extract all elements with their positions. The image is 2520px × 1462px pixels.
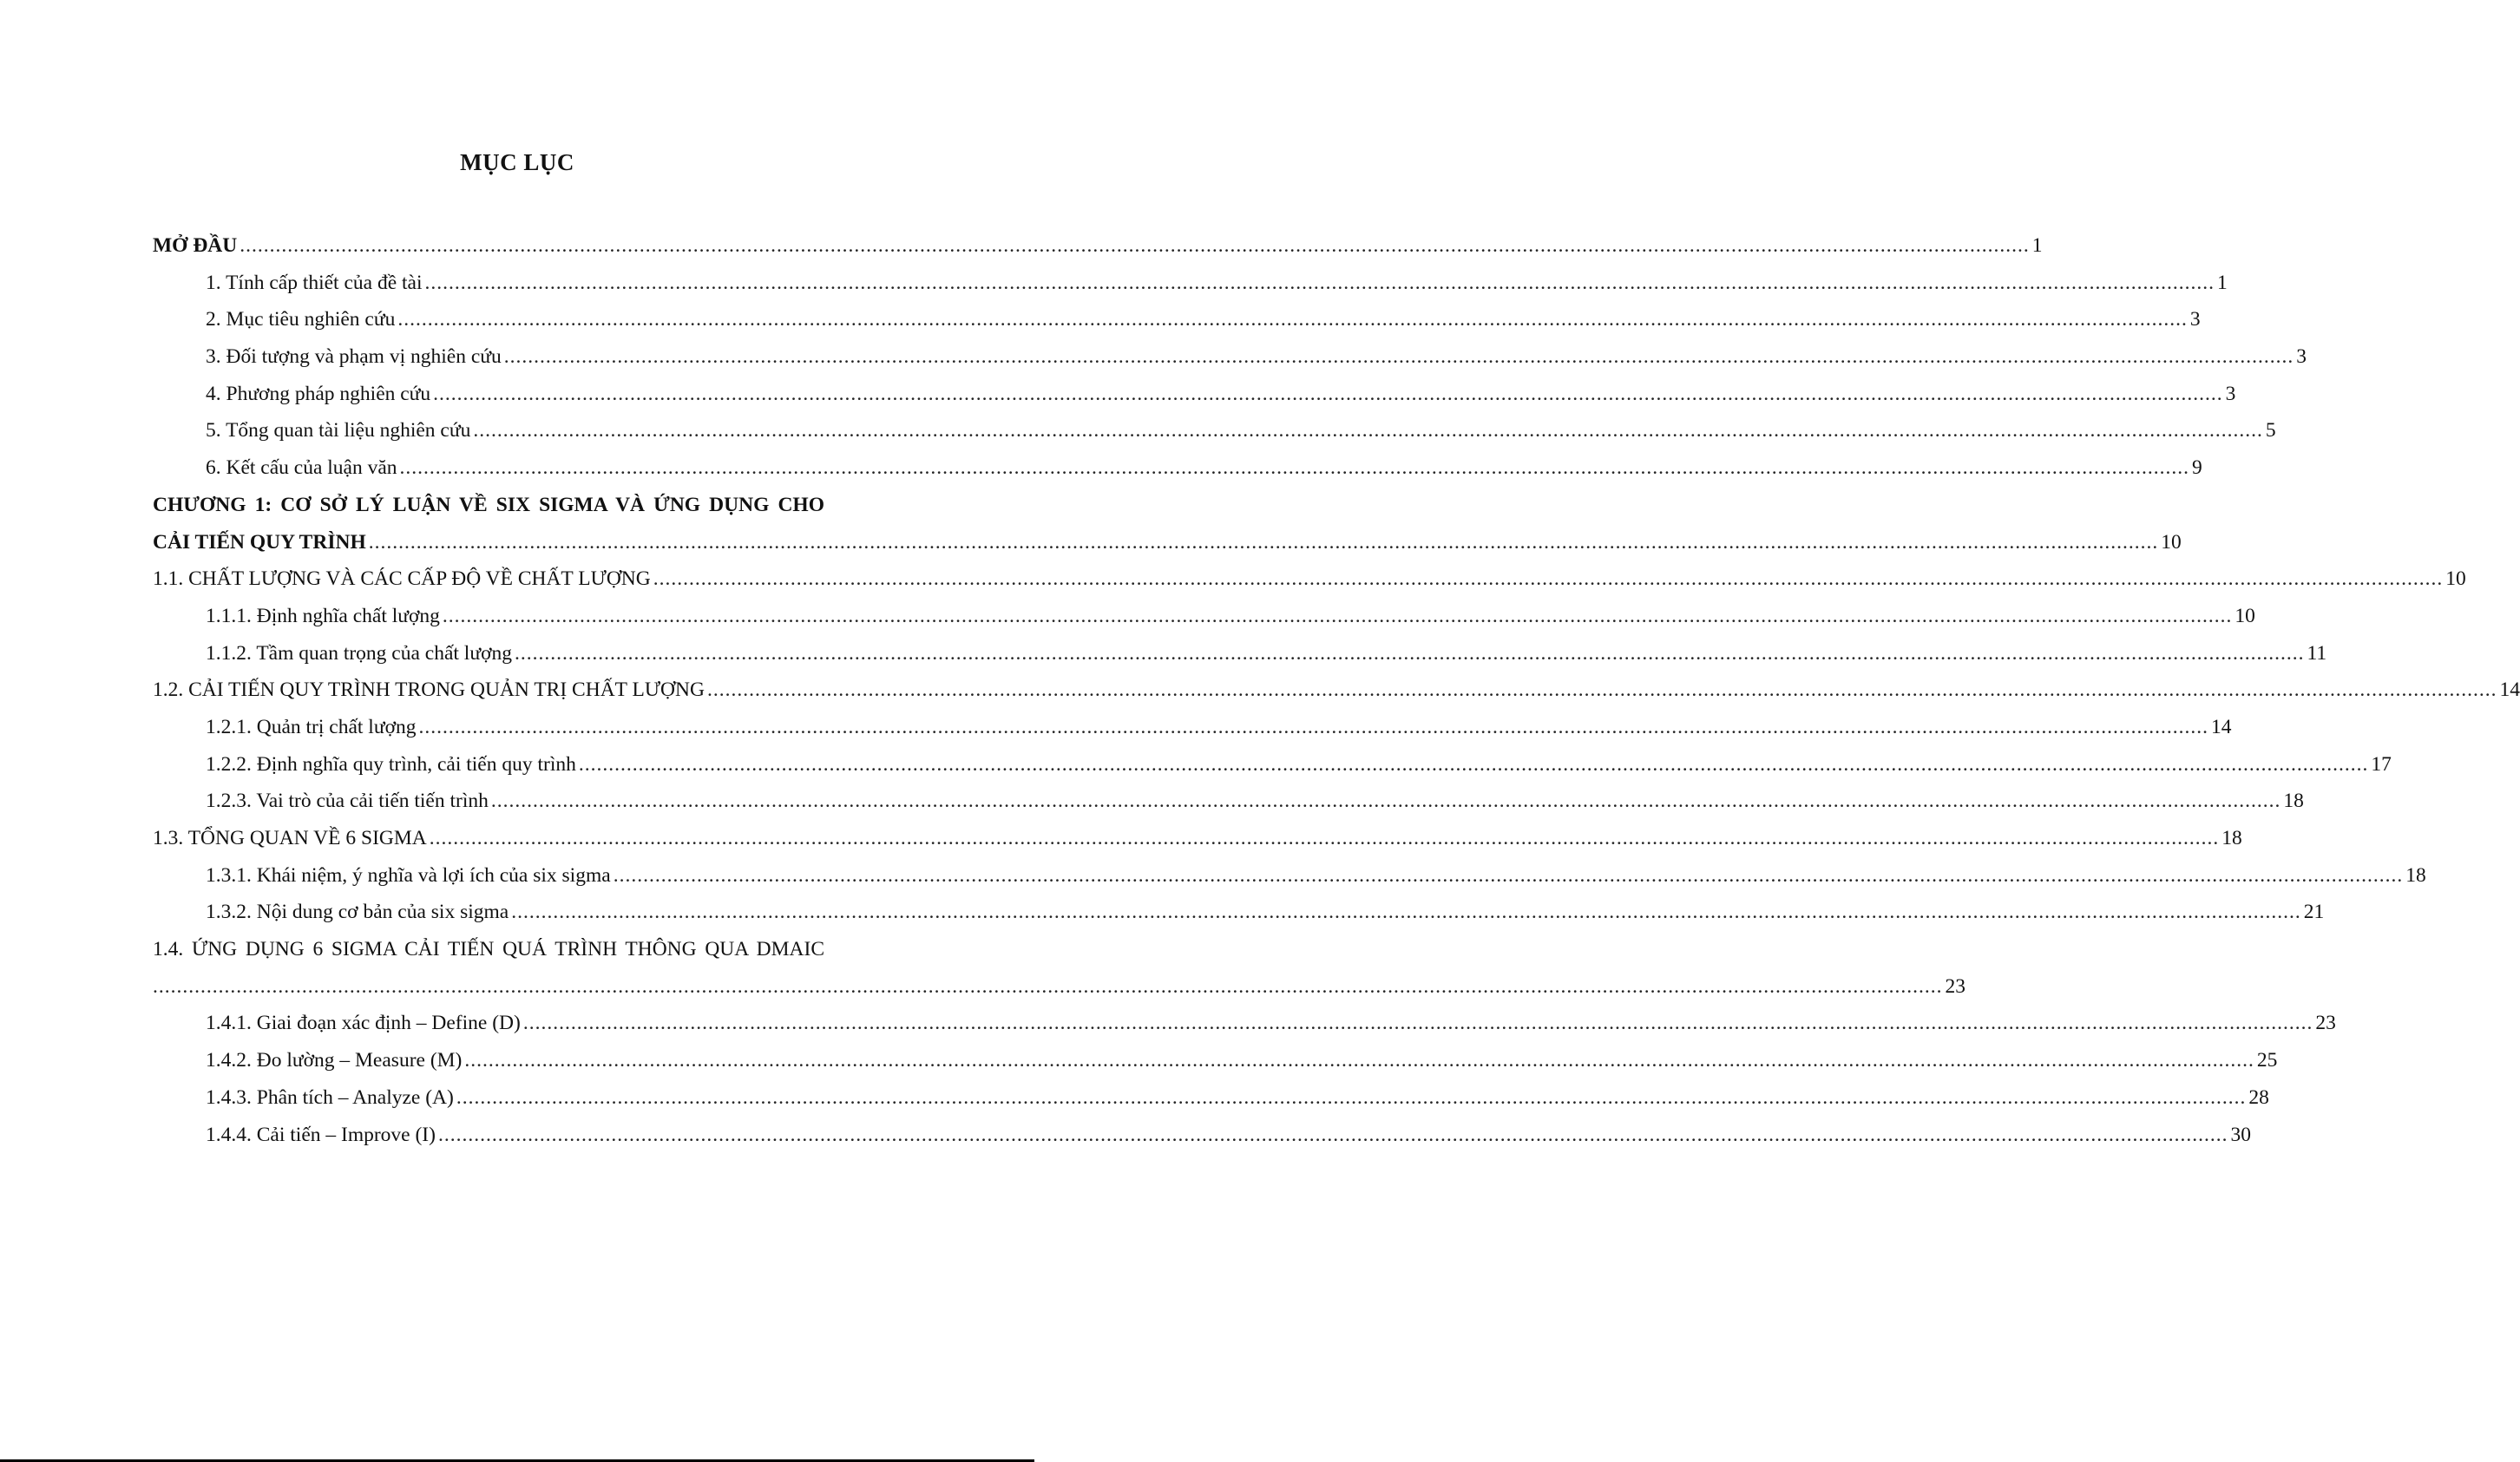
toc-label: 5. Tổng quan tài liệu nghiên cứu	[206, 419, 471, 443]
toc-label: CẢI TIẾN QUY TRÌNH	[153, 530, 366, 554]
dot-leader: ............................................................................................................................................................................................................................................................................................................	[456, 1085, 2247, 1109]
dot-leader: ............................................................................................................................................................................................................................................................................................................	[418, 715, 2208, 738]
toc-label: 1.3.2. Nội dung cơ bản của six sigma	[206, 901, 509, 924]
toc-page-number: 18	[2221, 827, 2242, 849]
toc-page-number: 28	[2248, 1085, 2269, 1109]
toc-label: 1.3. TỔNG QUAN VỀ 6 SIGMA	[153, 827, 427, 849]
toc-entry[interactable]	[153, 783, 2304, 820]
dot-leader: ............................................................................................................................................................................................................................................................................................................	[511, 901, 2301, 924]
toc-entry[interactable]	[153, 598, 2255, 635]
toc-entry[interactable]	[153, 376, 2236, 413]
dot-leader: ............................................................................................................................................................................................................................................................................................................	[429, 827, 2220, 849]
toc-page-number: 18	[2405, 863, 2426, 887]
toc-entry[interactable]	[153, 265, 2228, 302]
toc-entry[interactable]	[153, 1117, 2251, 1154]
dot-leader: ............................................................................................................................................................................................................................................................................................................	[240, 234, 2030, 257]
toc-entry[interactable]	[153, 1079, 2269, 1117]
toc-label: 1.1. CHẤT LƯỢNG VÀ CÁC CẤP ĐỘ VỀ CHẤT LƯỢNG	[153, 567, 651, 591]
dot-leader: ............................................................................................................................................................................................................................................................................................................	[424, 271, 2215, 294]
toc-label: 1. Tính cấp thiết của đề tài	[206, 271, 423, 294]
toc-page-number: 3	[2296, 345, 2307, 369]
dot-leader: ............................................................................................................................................................................................................................................................................................................	[503, 345, 2294, 369]
dot-leader: ............................................................................................................................................................................................................................................................................................................	[490, 790, 2281, 813]
dot-leader: ............................................................................................................................................................................................................................................................................................................	[437, 1123, 2228, 1146]
toc-section-entry[interactable]	[153, 561, 2466, 598]
toc-entry[interactable]	[153, 894, 2325, 931]
toc-label: 1.4.3. Phân tích – Analyze (A)	[206, 1085, 454, 1109]
toc-page-number: 23	[1945, 974, 1965, 998]
dot-leader: ............................................................................................................................................................................................................................................................................................................	[442, 604, 2233, 627]
toc-label: 1.2.2. Định nghĩa quy trình, cải tiến quy trình	[206, 752, 576, 776]
toc-entry[interactable]	[153, 709, 2232, 746]
toc-entry[interactable]	[153, 857, 2426, 895]
toc-page-number: 1	[2031, 234, 2043, 257]
toc-entry[interactable]	[153, 412, 2276, 449]
toc-section-entry[interactable]	[153, 931, 824, 968]
toc-label: 1.4.1. Giai đoạn xác định – Define (D)	[206, 1012, 521, 1035]
dot-leader: ............................................................................................................................................................................................................................................................................................................	[653, 567, 2444, 591]
toc-label: 6. Kết cấu của luận văn	[206, 456, 397, 480]
toc-label: 1.4.2. Đo lường – Measure (M)	[206, 1049, 463, 1072]
toc-label: 1.2.1. Quản trị chất lượng	[206, 715, 417, 738]
toc-page-number: 9	[2192, 456, 2202, 480]
toc-page-number: 10	[2161, 530, 2182, 554]
toc-label: 1.4.4. Cải tiến – Improve (I)	[206, 1123, 436, 1146]
dot-leader: ............................................................................................................................................................................................................................................................................................................	[464, 1049, 2254, 1072]
toc-section-entry[interactable]	[153, 820, 2242, 857]
toc-label: 3. Đối tượng và phạm vị nghiên cứu	[206, 345, 502, 369]
toc-page-number: 18	[2283, 790, 2304, 813]
dot-leader: ............................................................................................................................................................................................................................................................................................................	[433, 382, 2223, 405]
toc-entry-mo-dau[interactable]	[153, 227, 2043, 265]
toc-entry[interactable]	[153, 301, 2201, 338]
toc-section-entry[interactable]	[153, 672, 2520, 709]
dot-leader: ............................................................................................................................................................................................................................................................................................................	[522, 1012, 2313, 1035]
toc-page-number: 10	[2445, 567, 2466, 591]
dot-leader: ............................................................................................................................................................................................................................................................................................................	[153, 974, 1943, 998]
toc-section-entry-continued[interactable]	[153, 968, 1965, 1006]
dot-leader: ............................................................................................................................................................................................................................................................................................................	[706, 679, 2497, 702]
toc-chapter-heading-continued[interactable]	[153, 524, 2182, 561]
toc-entry[interactable]	[153, 338, 2307, 376]
toc-entry[interactable]	[153, 1042, 2278, 1079]
toc-page-number: 14	[2499, 679, 2520, 702]
toc-label: 1.2.3. Vai trò của cải tiến tiến trình	[206, 790, 489, 813]
toc-label: 4. Phương pháp nghiên cứu	[206, 382, 431, 405]
toc-page-number: 21	[2303, 901, 2325, 924]
toc-label: 1.4. ỨNG DỤNG 6 SIGMA CẢI TIẾN QUÁ TRÌNH THÔNG QUA DMAIC	[153, 938, 824, 961]
toc-label: 1.1.2. Tầm quan trọng của chất lượng	[206, 641, 512, 665]
toc-page-number: 3	[2189, 308, 2201, 331]
toc-page-number: 11	[2307, 641, 2327, 665]
toc-page-number: 30	[2230, 1123, 2251, 1146]
dot-leader: ............................................................................................................................................................................................................................................................................................................	[397, 308, 2188, 331]
toc-page-number: 23	[2315, 1012, 2336, 1035]
toc-label: MỞ ĐẦU	[153, 234, 238, 257]
toc-page-number: 14	[2211, 715, 2232, 738]
dot-leader: ............................................................................................................................................................................................................................................................................................................	[613, 863, 2404, 887]
dot-leader: ............................................................................................................................................................................................................................................................................................................	[368, 530, 2159, 554]
dot-leader: ............................................................................................................................................................................................................................................................................................................	[515, 641, 2305, 665]
toc-label: 1.2. CẢI TIẾN QUY TRÌNH TRONG QUẢN TRỊ CHẤT LƯỢNG	[153, 679, 705, 702]
toc-label: 2. Mục tiêu nghiên cứu	[206, 308, 396, 331]
table-of-contents	[153, 227, 2520, 1153]
dot-leader: ............................................................................................................................................................................................................................................................................................................	[473, 419, 2263, 443]
toc-entry[interactable]	[153, 746, 2392, 783]
toc-entry[interactable]	[153, 1005, 2336, 1042]
toc-entry[interactable]	[153, 635, 2327, 672]
dot-leader: ............................................................................................................................................................................................................................................................................................................	[578, 752, 2369, 776]
toc-page-number: 17	[2371, 752, 2392, 776]
dot-leader: ............................................................................................................................................................................................................................................................................................................	[399, 456, 2190, 480]
toc-label: 1.3.1. Khái niệm, ý nghĩa và lợi ích của six sigma	[206, 863, 611, 887]
toc-label: 1.1.1. Định nghĩa chất lượng	[206, 604, 440, 627]
toc-page-number: 5	[2265, 419, 2276, 443]
toc-label: CHƯƠNG 1: CƠ SỞ LÝ LUẬN VỀ SIX SIGMA VÀ ỨNG DỤNG CHO	[153, 493, 824, 516]
toc-page-number: 1	[2217, 271, 2228, 294]
toc-page-number: 3	[2225, 382, 2236, 405]
toc-page-number: 25	[2256, 1049, 2278, 1072]
page-title: MỤC LỤC	[460, 149, 574, 175]
toc-page-number: 10	[2235, 604, 2255, 627]
toc-entry[interactable]	[153, 449, 2202, 487]
toc-chapter-heading[interactable]	[153, 487, 824, 524]
